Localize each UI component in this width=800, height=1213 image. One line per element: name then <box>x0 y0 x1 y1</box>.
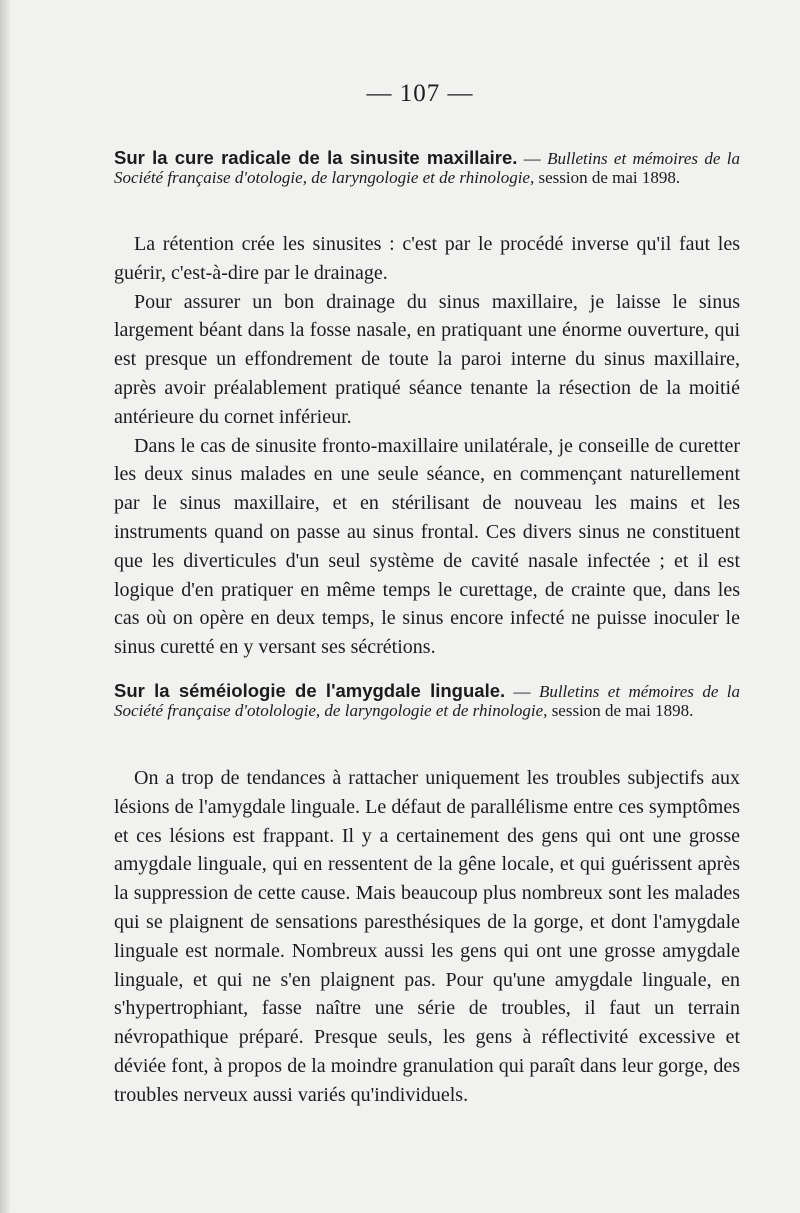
article-2-session: session de mai 1898. <box>547 701 694 720</box>
article-1-source: Bulletins et mémoires de la Société française d'otologie, de laryngologie et de rhinologie, <box>114 149 740 187</box>
article-1-paragraph-2: Pour assurer un bon drainage du sinus maxillaire, je laisse le sinus largement béant dans la fosse nasale, en pratiquant une énorme ouverture, qui est presque un effondrement de toute la paroi interne du sinus maxillaire, après avoir préalablement pratiqué séance tenante la résection de la moitié antérieure du cornet inférieur. <box>114 290 740 428</box>
article-2-source: Bulletins et mémoires de la Société française d'otolologie, de laryngologie et de rhinologie, <box>114 682 740 720</box>
article-1-paragraph-1: La rétention crée les sinusites : c'est par le procédé inverse qu'il faut les guérir, c'est-à-dire par le drainage. <box>114 233 740 284</box>
article-2-header <box>114 681 740 720</box>
article-2-paragraph-1: On a trop de tendances à rattacher uniquement les troubles subjectifs aux lésions de l'amygdale linguale. Le défaut de parallélisme entre ces symptômes et ces lésions est frappant. Il y a certainement des gens qui ont une grosse amygdale linguale, qui en ressentent de la gêne locale, et qui guérissent après la suppression de cette cause. Mais beaucoup plus nombreux sont les malades qui se plaignent de sensations paresthésiques de la gorge, et dont l'amygdale linguale est normale. Nombreux aussi les gens qui ont une grosse amygdale linguale, et qui ne s'en plaignent pas. Pour qu'une amygdale linguale, en s'hypertrophiant, fasse naître une série de troubles, il faut un terrain névropathique préparé. Presque seuls, les gens à réflectivité excessive et déviée font, à propos de la moindre granulation qui paraît dans leur gorge, des troubles nerveux aussi variés qu'individuels. <box>114 767 740 1106</box>
article-1-paragraph-3: Dans le cas de sinusite fronto-maxillaire unilatérale, je conseille de curetter les deux sinus malades en une seule séance, en commençant naturellement par le sinus maxillaire, et en stérilisant de nouveau les mains et les instruments quand on passe au sinus frontal. Ces divers sinus ne constituent que les diverticules d'un seul système de cavité nasale infectée ; et il est logique d'en pratiquer en même temps le curettage, de crainte que, dans les cas où on opère en deux temps, le sinus encore infecté ne puisse inoculer le sinus curetté en y versant ses sécrétions. <box>114 434 740 659</box>
article-1-title: Sur la cure radicale de la sinusite maxillaire. <box>114 147 518 168</box>
article-1-header <box>114 148 740 187</box>
article-2-body <box>114 764 740 1110</box>
article-1-body <box>114 230 740 662</box>
article-2-title: Sur la séméiologie de l'amygdale linguale. <box>114 680 506 701</box>
article-1-dash: — <box>517 149 548 168</box>
page-gutter <box>0 0 10 1213</box>
article-2-dash: — <box>505 682 539 701</box>
page-number: — 107 — <box>366 80 474 107</box>
article-1-session: session de mai 1898. <box>534 168 681 187</box>
